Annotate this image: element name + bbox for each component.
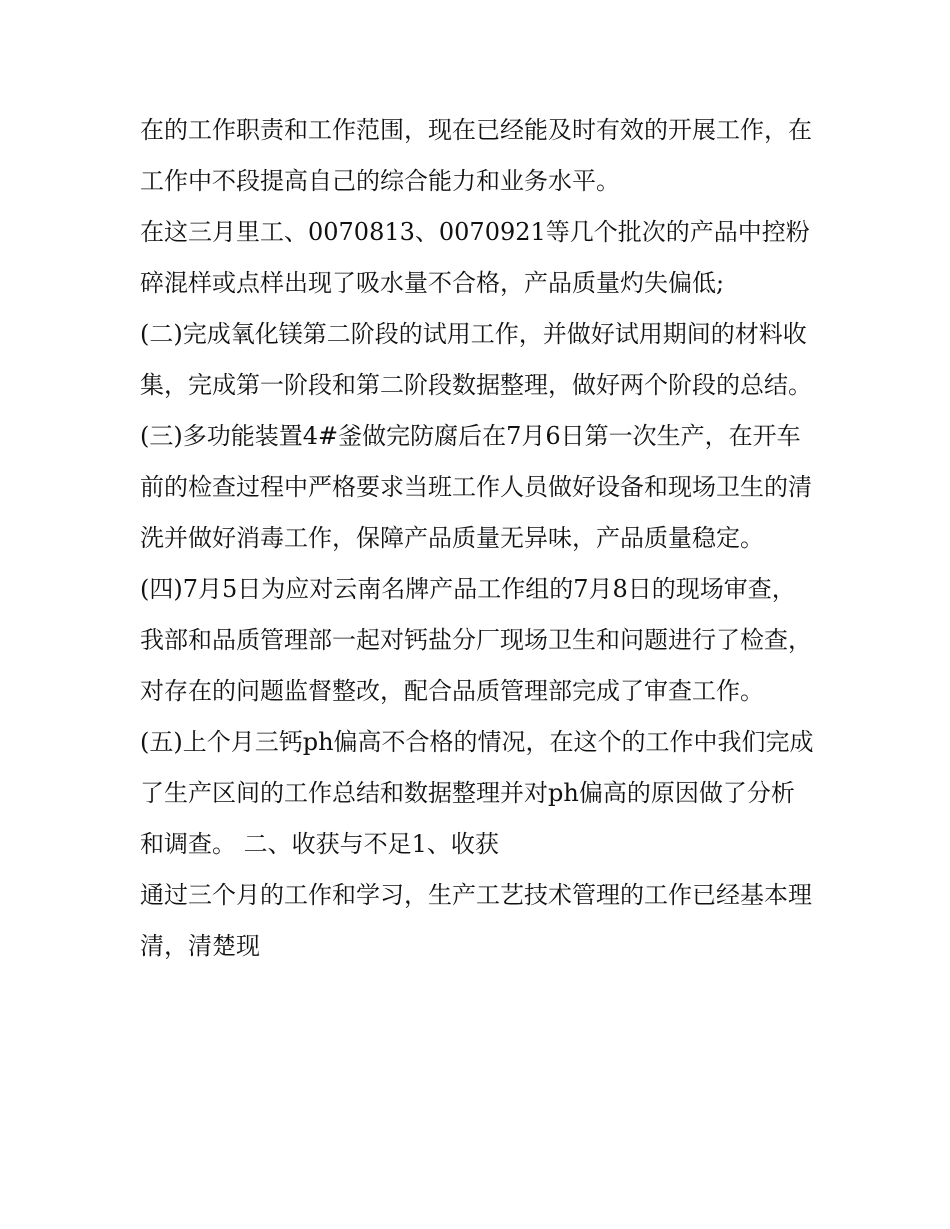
paragraph-6: (五)上个月三钙ph偏高不合格的情况，在这个的工作中我们完成了生产区间的工作总结和数据整理并对ph偏高的原因做了分析和调查。 二、收获与不足1、收获 [140,728,814,858]
paragraph-5: (四)7月5日为应对云南名牌产品工作组的7月8日的现场审查，我部和品质管理部一起对钙盐分厂现场卫生和问题进行了检查，对存在的问题监督整改，配合品质管理部完成了审查工作。 [140,575,812,705]
paragraph-2: 在这三月里工、0070813、0070921等几个批次的产品中控粉碎混样或点样出现了吸水量不合格，产品质量灼失偏低; [140,218,810,297]
document-page [140,105,815,972]
paragraph-7: 通过三个月的工作和学习，生产工艺技术管理的工作已经基本理清，清楚现 [140,881,812,960]
paragraph-1: 在的工作职责和工作范围，现在已经能及时有效的开展工作，在工作中不段提高自己的综合能力和业务水平。 [140,116,812,195]
paragraph-3: (二)完成氧化镁第二阶段的试用工作，并做好试用期间的材料收集，完成第一阶段和第二阶段数据整理，做好两个阶段的总结。 [140,320,812,399]
paragraph-4: (三)多功能装置4#釜做完防腐后在7月6日第一次生产，在开车前的检查过程中严格要求当班工作人员做好设备和现场卫生的清洗并做好消毒工作，保障产品质量无异味，产品质量稳定。 [140,422,812,552]
